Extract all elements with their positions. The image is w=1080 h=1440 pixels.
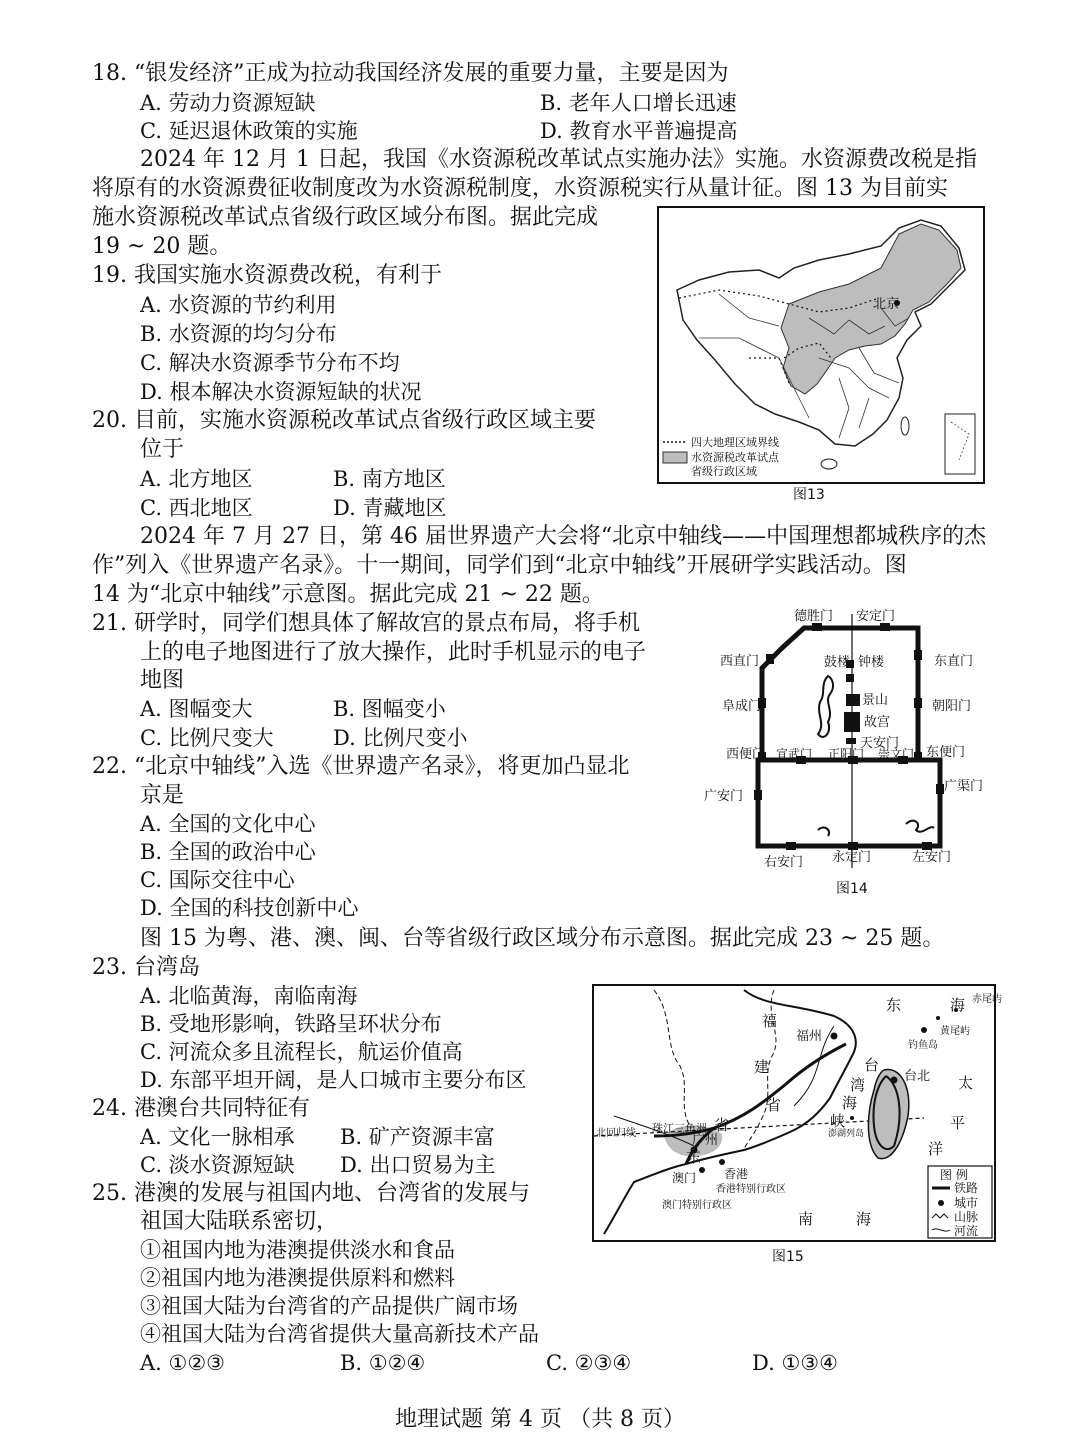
q21-option-a: A. 图幅变大 (140, 697, 253, 721)
q21-option-c: C. 比例尺变大 (140, 726, 274, 750)
intro-water-tax-line2: 将原有的水资源费征收制度改为水资源税制度，水资源税实行从量计征。图 13 为目前实 (92, 176, 948, 201)
q18-stem: 18. “银发经济”正成为拉动我国经济发展的重要力量，主要是因为 (92, 61, 729, 86)
strait-hai2: 海 (842, 1094, 858, 1112)
q20-stem-line2: 位于 (140, 437, 185, 462)
label-tiananmen: 天安门 (860, 736, 900, 751)
gate-andingmen: 安定门 (856, 609, 896, 624)
q22-option-a: A. 全国的文化中心 (140, 812, 316, 836)
figure-13-map (657, 206, 985, 484)
gate-xuanwumen: 宣武门 (776, 747, 813, 761)
q20-stem-line1: 20. 目前，实施水资源税改革试点省级行政区域主要 (92, 408, 596, 433)
figure-15-caption: 图15 (772, 1249, 804, 1265)
q19-option-b: B. 水资源的均匀分布 (140, 322, 337, 346)
prov-tai1: 台 (864, 1056, 880, 1074)
strait-wan: 湾 (850, 1076, 866, 1094)
q25-statement-3: ③祖国大陆为台湾省的产品提供广阔市场 (140, 1294, 518, 1318)
intro-water-tax-line4: 19 ~ 20 题。 (92, 234, 232, 259)
gate-guanganmen: 广安门 (704, 789, 744, 804)
q23-option-d: D. 东部平坦开阔，是人口城市主要分布区 (140, 1068, 527, 1092)
gate-fuchengmen: 阜成门 (722, 699, 762, 714)
gate-chongwenmen: 崇文门 (878, 747, 915, 761)
q24-option-d: D. 出口贸易为主 (340, 1153, 496, 1177)
q24-option-c: C. 淡水资源短缺 (140, 1153, 295, 1177)
city-aomen: 澳门 (672, 1171, 697, 1185)
hongkong-dot (719, 1159, 725, 1165)
label-pearl-river-delta: 珠江三角洲 (652, 1122, 707, 1135)
q22-option-d: D. 全国的科技创新中心 (140, 896, 359, 920)
figure-15-map (592, 984, 1002, 1242)
legend-city-swatch (938, 1200, 944, 1206)
island-diaoyudao: 钓鱼岛 (908, 1040, 938, 1051)
q21-option-b: B. 图幅变小 (333, 697, 446, 721)
axis-map-svg (700, 610, 990, 878)
diaoyudao-dot (921, 1027, 927, 1033)
q21-stem-line2: 上的电子地图进行了放大操作，此时手机显示的电子 (140, 640, 647, 665)
figure-14-axis-map (700, 610, 990, 878)
legend-title: 图 例 (940, 1168, 968, 1182)
intro-fig15: 图 15 为粤、港、澳、闽、台等省级行政区域分布示意图。据此完成 23 ~ 25 题。 (140, 926, 945, 951)
q25-statement-1: ①祖国内地为港澳提供淡水和食品 (140, 1238, 455, 1262)
q18-option-c: C. 延迟退休政策的实施 (140, 119, 358, 143)
outer-city-lake-east (906, 821, 934, 832)
prov-sheng2: 省 (714, 1116, 730, 1134)
intro-axis-line2: 作”列入《世界遗产名录》。十一期间，同学们到“北京中轴线”开展研学实践活动。图 (92, 553, 907, 578)
prov-jian: 建 (754, 1058, 770, 1076)
legend-boundary-label: 四大地理区域界线 (691, 436, 779, 449)
q20-option-b: B. 南方地区 (333, 467, 446, 491)
label-hk-sar: 香港特别行政区 (716, 1184, 786, 1195)
prov-fu: 福 (762, 1012, 778, 1030)
q25-statement-4: ④祖国大陆为台湾省提供大量高新技术产品 (140, 1322, 539, 1346)
q20-option-d: D. 青藏地区 (333, 496, 447, 520)
q25-option-d: D. ①③④ (752, 1351, 838, 1375)
city-guangzhou: 广州 (692, 1133, 719, 1148)
page-footer: 地理试题 第 4 页 （共 8 页） (395, 1407, 685, 1432)
q24-option-a: A. 文化一脉相承 (140, 1125, 295, 1149)
label-jingshan: 景山 (862, 693, 889, 708)
label-macau-sar: 澳门特别行政区 (662, 1200, 732, 1211)
outer-city-lake-west (818, 828, 829, 836)
q25-option-a: A. ①②③ (140, 1351, 225, 1375)
q22-stem-line2: 京是 (140, 783, 185, 808)
prov-dong2: 东 (686, 1148, 702, 1166)
legend-pilot-swatch (663, 452, 687, 463)
city-fuzhou: 福州 (796, 1029, 823, 1044)
shichahai-lake (818, 676, 833, 737)
mainland-coastline (604, 990, 856, 1234)
penghu-dot (850, 1116, 854, 1120)
gate-xizhimen: 西直门 (720, 654, 760, 669)
q24-stem: 24. 港澳台共同特征有 (92, 1096, 310, 1121)
south-china-sea-inset (945, 414, 975, 474)
gate-chaoyangmen: 朝阳门 (932, 699, 972, 714)
ocean-tai: 太 (958, 1074, 974, 1092)
q18-option-b: B. 老年人口增长迅速 (540, 91, 737, 115)
legend-pilot-label2: 省级行政区域 (691, 465, 757, 478)
legend-river-label: 河流 (954, 1224, 979, 1238)
gate-youanmen: 右安门 (764, 855, 804, 870)
q23-option-c: C. 河流众多且流程长，航运价值高 (140, 1040, 463, 1064)
island-penghu: 澎湖列岛 (828, 1129, 865, 1139)
label-gulou: 鼓楼 (824, 655, 851, 670)
q20-option-a: A. 北方地区 (140, 467, 253, 491)
city-xianggang: 香港 (724, 1167, 749, 1181)
macau-dot (699, 1167, 705, 1173)
q19-option-c: C. 解决水资源季节分布不均 (140, 351, 400, 375)
city-taibei: 台北 (904, 1069, 931, 1084)
q19-stem: 19. 我国实施水资源费改税，有利于 (92, 263, 442, 288)
island-chiweiyu: 赤尾屿 (972, 994, 1002, 1005)
gate-zhengyangmen: 正阳门 (828, 747, 865, 761)
gate-guangqumen: 广渠门 (944, 779, 984, 794)
outer-city-wall (758, 760, 940, 846)
strait-xia: 峡 (830, 1112, 846, 1130)
ocean-yang: 洋 (928, 1140, 944, 1158)
intro-water-tax-line1: 2024 年 12 月 1 日起，我国《水资源税改革试点实施办法》实施。水资源费改税是指 (140, 147, 977, 172)
taibei-dot (891, 1077, 898, 1084)
q19-option-d: D. 根本解决水资源短缺的状况 (140, 380, 422, 404)
gate-yongdingmen: 永定门 (832, 850, 872, 865)
q18-option-a: A. 劳动力资源短缺 (140, 91, 316, 115)
sea-hai3: 海 (856, 1210, 872, 1228)
sea-dong: 东 (886, 996, 902, 1014)
label-gugong: 故宫 (864, 715, 891, 730)
sea-hai: 海 (950, 996, 966, 1014)
gate-zuoanmen: 左安门 (912, 850, 952, 865)
q25-stem-line2: 祖国大陆联系密切， (140, 1209, 339, 1234)
intro-water-tax-line3: 施水资源税改革试点省级行政区域分布图。据此完成 (92, 205, 599, 230)
label-tropic-of-cancer: 北回归线 (596, 1128, 636, 1139)
q21-stem-line3: 地图 (140, 668, 185, 693)
legend-rail-label: 铁路 (954, 1181, 979, 1195)
q20-option-c: C. 西北地区 (140, 496, 253, 520)
gate-dongbianmen: 东便门 (926, 745, 966, 760)
figure-14-caption: 图14 (836, 881, 868, 897)
beijing-label: 北京 (873, 297, 900, 312)
q25-statement-2: ②祖国内地为港澳提供原料和燃料 (140, 1266, 455, 1290)
q18-option-d: D. 教育水平普遍提高 (540, 119, 738, 143)
q25-option-b: B. ①②④ (340, 1351, 426, 1375)
label-zhonglou: 钟楼 (858, 655, 885, 670)
legend-city-label: 城市 (954, 1196, 979, 1210)
q25-option-c: C. ②③④ (546, 1351, 632, 1375)
taiwan-island (901, 417, 909, 435)
intro-axis-line1: 2024 年 7 月 27 日，第 46 届世界遗产大会将“北京中轴线——中国理想都城秩序的杰 (140, 524, 987, 549)
gate-deshengmen: 德胜门 (794, 609, 834, 624)
q22-option-c: C. 国际交往中心 (140, 868, 295, 892)
q21-stem-line1: 21. 研学时，同学们想具体了解故宫的景点布局，将手机 (92, 611, 640, 636)
q24-option-b: B. 矿产资源丰富 (340, 1125, 495, 1149)
q25-stem-line1: 25. 港澳的发展与祖国内地、台湾省的发展与 (92, 1181, 530, 1206)
province-boundary-2 (654, 990, 690, 1126)
island-huangweiyu: 黄尾屿 (940, 1026, 970, 1037)
southeast-coast-map-svg (594, 986, 1002, 1240)
china-map-svg (659, 208, 983, 482)
sea-nan: 南 (798, 1210, 814, 1228)
legend-mountain-label: 山脉 (954, 1210, 979, 1224)
ocean-ping: 平 (950, 1114, 966, 1132)
q22-option-b: B. 全国的政治中心 (140, 840, 316, 864)
q21-option-d: D. 比例尺变小 (333, 726, 468, 750)
gate-dongzhimen: 东直门 (934, 654, 974, 669)
fuzhou-dot (831, 1033, 838, 1040)
q23-stem: 23. 台湾岛 (92, 955, 200, 980)
q19-option-a: A. 水资源的节约利用 (140, 293, 337, 317)
prov-sheng1: 省 (766, 1096, 782, 1114)
intro-axis-line3: 14 为“北京中轴线”示意图。据此完成 21 ~ 22 题。 (92, 582, 604, 607)
q23-option-a: A. 北临黄海，南临南海 (140, 984, 358, 1008)
hainan-island (821, 459, 837, 469)
q23-option-b: B. 受地形影响，铁路呈环状分布 (140, 1012, 442, 1036)
q22-stem-line1: 22. “北京中轴线”入选《世界遗产名录》，将更加凸显北 (92, 754, 630, 779)
figure-13-caption: 图13 (793, 487, 825, 503)
legend-pilot-label1: 水资源税改革试点 (691, 451, 779, 464)
gate-xibianmen: 西便门 (726, 747, 766, 762)
